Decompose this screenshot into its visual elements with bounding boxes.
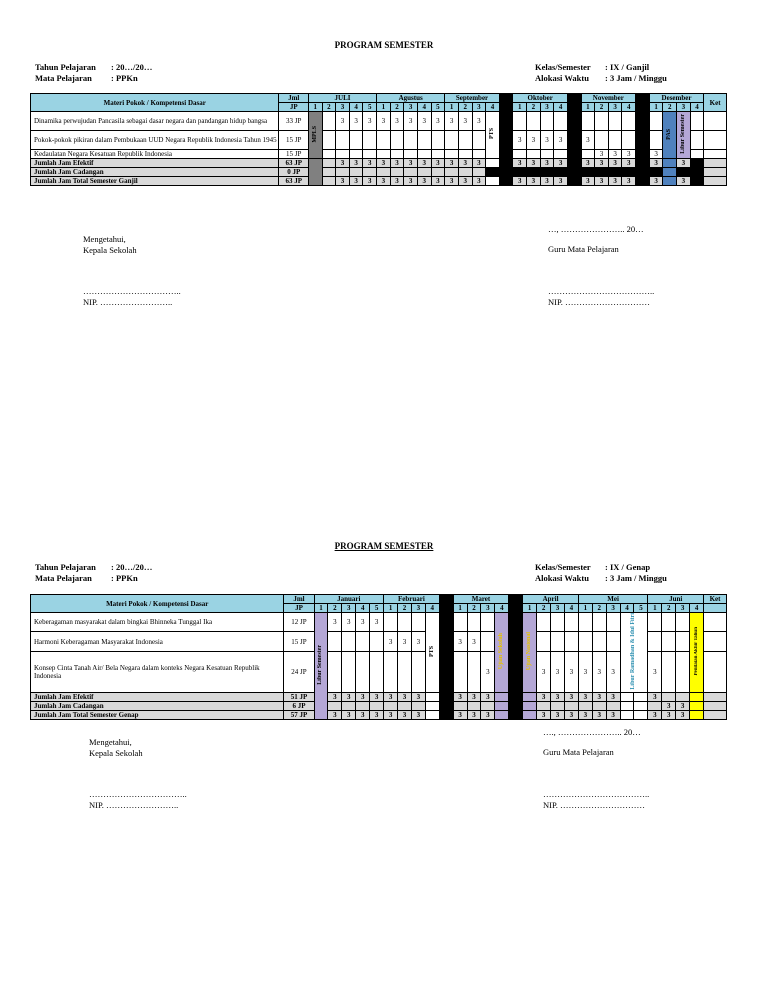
- month-desember: Desember: [649, 94, 704, 103]
- month-juni: Juni: [648, 595, 704, 604]
- cadangan-jp: 0 JP: [279, 168, 309, 177]
- nip: NIP. …………………………: [548, 296, 651, 307]
- pts-cell: PTS: [425, 613, 439, 693]
- alokasi-value: : 3 Jam / Minggu: [605, 73, 667, 83]
- efektif-jp: 63 JP: [279, 159, 309, 168]
- header-jp: JP: [284, 604, 314, 613]
- header-jml: Jml: [279, 94, 309, 103]
- kelas-label: Kelas/Semester: [535, 562, 591, 572]
- kelas-value: : IX / Ganjil: [605, 62, 650, 72]
- jp-cell: 15 JP: [284, 632, 314, 651]
- ujian-sekolah-cell: Ujian Sekolah: [495, 613, 509, 693]
- week-block: [439, 595, 453, 613]
- table-row: Harmoni Keberagaman Masyarakat Indonesia 15 JP 3 3 3 3 3: [31, 632, 727, 651]
- materi-cell: Pokok-pokok pikiran dalam Pembukaan UUD Negara Republik Indonesia Tahun 1945: [31, 131, 279, 150]
- total-label: Jumlah Jam Total Semester Ganjil: [31, 177, 279, 186]
- week-block: [509, 595, 523, 613]
- guru-ganjil: Guru Mata Pelajaran: [548, 244, 619, 254]
- ramadhan-cell: Libur Ramadhan & Idul Fitri: [620, 613, 648, 693]
- header-materi: Materi Pokok / Kompetensi Dasar: [31, 94, 279, 112]
- sum-row: Jumlah Jam Total Semester Ganjil 63 JP 3 3 3 3 3 3 3 3 3 3 3 3 3 3 3 3 3 3 3 3 3: [31, 177, 727, 186]
- pts-cell: PTS: [486, 112, 500, 159]
- sum-row: Jumlah Jam Efektif 51 JP 3 3 3 3 3 3 3 3 3 3 3 3 3 3 3 3 3: [31, 692, 727, 701]
- mapel-label: Mata Pelajaran: [35, 73, 92, 83]
- alokasi-label: Alokasi Waktu: [535, 573, 589, 583]
- kepala-text: Kepala Sekolah: [83, 244, 137, 255]
- dots: ……………………………..: [83, 286, 181, 296]
- page-title-genap: PROGRAM SEMESTER: [334, 541, 434, 551]
- tahun-label: Tahun Pelajaran: [35, 562, 96, 572]
- mengetahui-text: Mengetahui,: [83, 234, 126, 244]
- total-label: Jumlah Jam Total Semester Genap: [31, 710, 284, 719]
- mapel-value: : PPKn: [111, 73, 138, 83]
- jp-cell: 15 JP: [279, 150, 309, 159]
- week-block: [499, 94, 513, 112]
- total-jp: 57 JP: [284, 710, 314, 719]
- info-right-ganjil: [535, 62, 667, 84]
- info-right-genap: [535, 562, 667, 584]
- dots: ………………………………..: [548, 286, 655, 296]
- week-block: [567, 94, 581, 112]
- jp-cell: 33 JP: [279, 112, 309, 131]
- nip: NIP. ……………………..: [89, 799, 179, 810]
- header-materi: Materi Pokok / Kompetensi Dasar: [31, 595, 284, 613]
- cadangan-label: Jumlah Jam Cadangan: [31, 168, 279, 177]
- materi-cell: Harmoni Keberagaman Masyarakat Indonesia: [31, 632, 284, 651]
- table-row: Dinamika perwujudan Pancasila sebagai dasar negara dan pandangan hidup bangsa 33 JP MPLS 3 3 3 3 3 3 3 3 3 3 3 PTS PAS Libur Semester: [31, 112, 727, 131]
- mengetahui-text: Mengetahui,: [89, 737, 132, 747]
- sign-date-genap: …., ………………….. 20…: [543, 727, 641, 737]
- dots: ………………………………..: [543, 789, 650, 799]
- page-title-ganjil: PROGRAM SEMESTER: [334, 40, 434, 50]
- dots: ……………………………..: [89, 789, 187, 799]
- nip: NIP. ……………………..: [83, 296, 173, 307]
- signature-left-ganjil: [83, 286, 181, 307]
- materi-cell: Konsep Cinta Tanah Air/ Bela Negara dalam konteks Negara Kesatuan Republik Indonesia: [31, 651, 284, 692]
- sum-row: Jumlah Jam Cadangan 6 JP 3 3: [31, 701, 727, 710]
- materi-cell: Keberagaman masyarakat dalam bingkai Bhinneka Tunggal Ika: [31, 613, 284, 632]
- nip: NIP. …………………………: [543, 799, 646, 810]
- tahun-value: : 20…/20…: [111, 62, 153, 72]
- table-row: Pokok-pokok pikiran dalam Pembukaan UUD Negara Republik Indonesia Tahun 1945 15 JP 3 3 3 3 3: [31, 131, 727, 150]
- sum-row: Jumlah Jam Total Semester Genap 57 JP 3 3 3 3 3 3 3 3 3 3 3 3 3 3 3 3 3 3 3: [31, 710, 727, 719]
- month-februari: Februari: [384, 595, 440, 604]
- materi-cell: Kedaulatan Negara Kesatuan Republik Indonesia: [31, 150, 279, 159]
- table-row: Keberagaman masyarakat dalam bingkai Bhinneka Tunggal Ika 12 JP Libur Semester 3 3 3 3 PTS Ujian Sekolah Ujian Nasional Libur Ramadhan & Idul Fitri Penilaian Akhir Tahun: [31, 613, 727, 632]
- libur-cell: Libur Semester: [677, 112, 691, 159]
- alokasi-value: : 3 Jam / Minggu: [605, 573, 667, 583]
- month-maret: Maret: [453, 595, 509, 604]
- mapel-value: : PPKn: [111, 573, 138, 583]
- pat-cell: Penilaian Akhir Tahun: [690, 613, 704, 693]
- tahun-label: Tahun Pelajaran: [35, 62, 96, 72]
- header-ket: Ket: [704, 595, 727, 604]
- cadangan-label: Jumlah Jam Cadangan: [31, 701, 284, 710]
- un-cell: Ujian Nasional: [523, 613, 537, 693]
- sum-row: Jumlah Jam Efektif 63 JP 3 3 3 3 3 3 3 3 3 3 3 3 3 3 3 3 3 3 3 3 3: [31, 159, 727, 168]
- cadangan-jp: 6 JP: [284, 701, 314, 710]
- month-agustus: Agustus: [377, 94, 445, 103]
- efektif-jp: 51 JP: [284, 692, 314, 701]
- month-september: September: [445, 94, 500, 103]
- mengetahui-genap: [89, 737, 143, 758]
- mapel-label: Mata Pelajaran: [35, 573, 92, 583]
- month-april: April: [523, 595, 579, 604]
- libur-semester-cell: Libur Semester: [314, 613, 328, 720]
- efektif-label: Jumlah Jam Efektif: [31, 159, 279, 168]
- efektif-label: Jumlah Jam Efektif: [31, 692, 284, 701]
- month-oktober: Oktober: [513, 94, 568, 103]
- guru-genap: Guru Mata Pelajaran: [543, 747, 614, 757]
- tahun-value: : 20…/20…: [111, 562, 153, 572]
- info-left-genap: [35, 562, 152, 584]
- signature-left-genap: [89, 789, 187, 810]
- month-mei: Mei: [578, 595, 648, 604]
- month-juli: JULI: [308, 94, 376, 103]
- signature-right-genap: [543, 789, 649, 810]
- jp-cell: 15 JP: [279, 131, 309, 150]
- semester-table-genap: Materi Pokok / Kompetensi Dasar Jml Januari Februari Maret April Mei Juni Ket JP 1 2 3 4 5 1 2 3 4 1 2 3 4 1 2 3 4 1 2 3 4 5 1 2 3 4 Keberagaman masyarakat dalam bingkai Bhinneka Tunggal Ika 12 JP Libur Semester 3 3 3 3 PTS Ujian Sekolah Ujian Nasional Libur Ramadhan & Idul Fitri Penilaian Akhir Tahun Harmoni Keberagaman Masyarakat Indonesia 15 JP 3 3 3 3 3 Konsep Cinta Tanah Air/ Bela Negara dalam konteks Negara Kesatuan Republik Indonesia 24 JP 3 3 3 3 3 3 3 3 Jumlah Jam Efektif 51 JP 3 3 3 3 3 3 3 3 3 3 3 3 3 3 3 3 3 Jumlah Jam Cadangan 6 JP 3 3 Jumlah Jam Total Semester Genap 57 JP 3 3 3 3 3 3 3 3 3 3 3 3 3 3 3 3 3 3 3: [30, 594, 727, 720]
- semester-table-ganjil: Materi Pokok / Kompetensi Dasar Jml JULI Agustus September Oktober November Desember Ket JP 1 2 3 4 5 1 2 3 4 5 1 2 3 4 1 2 3 4 1 2 3 4 1 2 3 4 Dinamika perwujudan Pancasila sebagai dasar negara dan pandangan hidup bangsa 33 JP MPLS 3 3 3 3 3 3 3 3 3 3 3 PTS PAS Libur Semester Pokok-pokok pikiran dalam Pembukaan UUD Negara Republik Indonesia Tahun 1945 15 JP 3 3 3 3 3 Kedaulatan Negara Kesatuan Republik Indonesia 15 JP 3 3 3 3 Jumlah Jam Efektif 63 JP 3 3 3 3 3 3 3 3 3 3 3 3 3 3 3 3 3 3 3 3 3 Jumlah Jam Cadangan 0 JP Jumlah Jam Total Semester Ganjil 63 JP 3 3 3 3 3 3 3 3 3 3 3 3 3 3 3 3 3 3 3 3 3: [30, 93, 727, 186]
- sign-date-ganjil: …, ………………….. 20…: [548, 224, 644, 234]
- kepala-text: Kepala Sekolah: [89, 747, 143, 758]
- month-januari: Januari: [314, 595, 384, 604]
- month-november: November: [581, 94, 636, 103]
- info-left-ganjil: [35, 62, 152, 84]
- kelas-value: : IX / Genap: [605, 562, 651, 572]
- header-ket: Ket: [704, 94, 727, 112]
- materi-cell: Dinamika perwujudan Pancasila sebagai dasar negara dan pandangan hidup bangsa: [31, 112, 279, 131]
- mengetahui-ganjil: [83, 234, 137, 255]
- mpls-cell: MPLS: [308, 112, 322, 159]
- header-jp: JP: [279, 103, 309, 112]
- jp-cell: 12 JP: [284, 613, 314, 632]
- week-block: [636, 94, 650, 112]
- alokasi-label: Alokasi Waktu: [535, 73, 589, 83]
- sum-row: [31, 168, 727, 177]
- pas-cell: PAS: [663, 112, 677, 159]
- total-jp: 63 JP: [279, 177, 309, 186]
- table-row: Konsep Cinta Tanah Air/ Bela Negara dalam konteks Negara Kesatuan Republik Indonesia 24 JP 3 3 3 3 3 3 3 3: [31, 651, 727, 692]
- jp-cell: 24 JP: [284, 651, 314, 692]
- kelas-label: Kelas/Semester: [535, 62, 591, 72]
- header-jml: Jml: [284, 595, 314, 604]
- table-row: Kedaulatan Negara Kesatuan Republik Indonesia 15 JP 3 3 3 3: [31, 150, 727, 159]
- signature-right-ganjil: [548, 286, 654, 307]
